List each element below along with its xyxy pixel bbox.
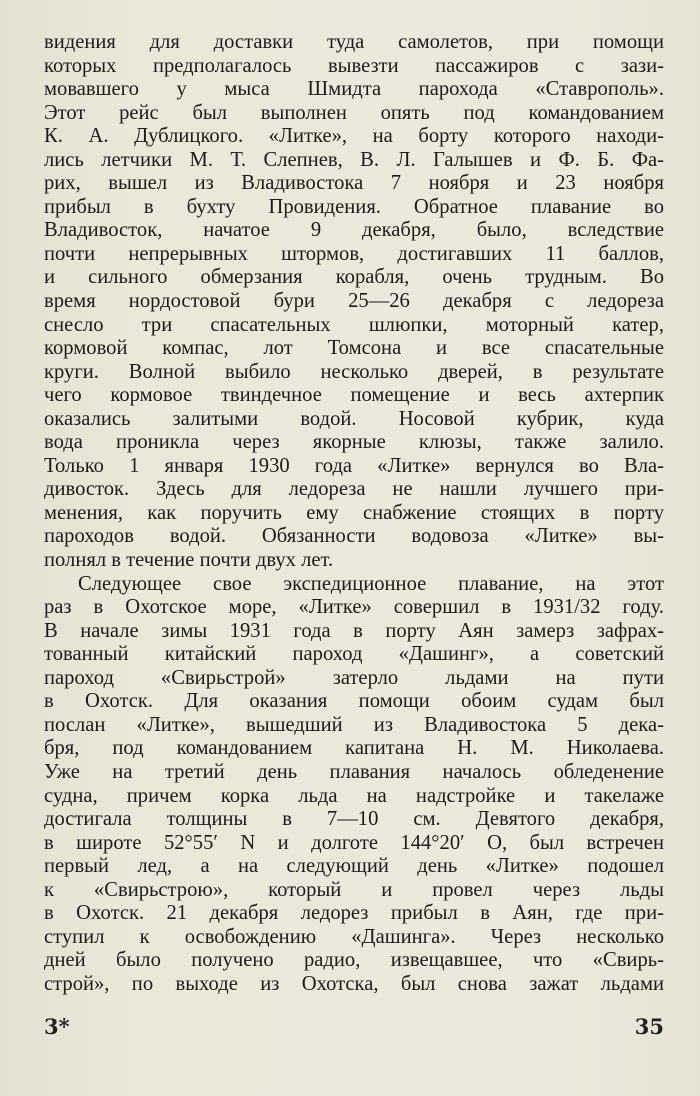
text-line: мовавшего у мыса Шмидта парохода «Ставрополь». — [44, 78, 664, 101]
text-line: судна, причем корка льда на надстройке и такелаже — [44, 784, 664, 807]
text-line: В начале зимы 1931 года в порту Аян замерз зафрах- — [44, 619, 664, 642]
text-line: почти непрерывных штормов, достигавших 11 баллов, — [44, 242, 664, 265]
text-line: оказались залитыми водой. Носовой кубрик, куда — [44, 407, 664, 430]
text-line: пароход «Свирьстрой» затерло льдами на пути — [44, 666, 664, 689]
text-line: Только 1 января 1930 года «Литке» вернулся во Вла- — [44, 454, 664, 477]
text-line: дней было получено радио, извещавшее, что «Свирь- — [44, 949, 664, 972]
page-body-text — [44, 31, 664, 996]
text-line: чего кормовое твиндечное помещение и весь ахтерпик — [44, 384, 664, 407]
text-line: первый лед, а на следующий день «Литке» подошел — [44, 855, 664, 878]
text-line: раз в Охотское море, «Литке» совершил в 1931/32 году. — [44, 596, 664, 619]
text-line: достигала толщины в 7—10 см. Девятого декабря, — [44, 808, 664, 831]
text-line: прибыл в бухту Провидения. Обратное плавание во — [44, 195, 664, 218]
text-line: дивосток. Здесь для ледореза не нашли лучшего при- — [44, 478, 664, 501]
paragraph-end-line: полнял в течение почти двух лет. — [44, 549, 334, 572]
text-line: пароходов водой. Обязанности водовоза «Литке» вы- — [44, 525, 664, 548]
text-line: вода проникла через якорные клюзы, также залило. — [44, 431, 664, 454]
text-line: рих, вышел из Владивостока 7 ноября и 23 ноября — [44, 172, 664, 195]
page-number: 35 — [634, 1014, 664, 1039]
text-line: время нордостовой бури 25—26 декабря с ледореза — [44, 290, 664, 313]
text-line: Уже на третий день плавания началось обледенение — [44, 760, 664, 783]
text-line: в Охотск. Для оказания помощи обоим судам был — [44, 690, 664, 713]
text-line: кормовой компас, лот Томсона и все спасательные — [44, 337, 664, 360]
text-line: видения для доставки туда самолетов, при помощи — [44, 31, 664, 53]
text-line: к «Свирьстрою», который и провел через льды — [44, 878, 664, 901]
text-line: К. А. Дублицкого. «Литке», на борту которого находи- — [44, 125, 664, 148]
text-line: менения, как поручить ему снабжение стоящих в порту — [44, 501, 664, 524]
text-line: тованный китайский пароход «Дашинг», а советский — [44, 643, 664, 666]
text-line: Владивосток, начатое 9 декабря, было, вследствие — [44, 219, 664, 242]
text-line: которых предполагалось вывезти пассажиров с зази- — [44, 54, 664, 77]
text-line: Этот рейс был выполнен опять под командованием — [44, 101, 664, 124]
paragraph-start-line: Следующее свое экспедиционное плавание, на этот — [78, 572, 664, 595]
printer-signature-mark: 3* — [44, 1014, 70, 1039]
text-line: круги. Волной выбило несколько дверей, в результате — [44, 360, 664, 383]
text-line: лись летчики М. Т. Слепнев, В. Л. Галышев и Ф. Б. Фа- — [44, 148, 664, 171]
text-line: ступил к освобождению «Дашинга». Через несколько — [44, 925, 664, 948]
text-line: в широте 52°55′ N и долготе 144°20′ О, был встречен — [44, 831, 664, 854]
text-line: и сильного обмерзания корабля, очень трудным. Во — [44, 266, 664, 289]
text-line: бря, под командованием капитана Н. М. Николаева. — [44, 737, 664, 760]
text-line: снесло три спасательных шлюпки, моторный катер, — [44, 313, 664, 336]
text-line: строй», по выходе из Охотска, был снова зажат льдами — [44, 972, 664, 995]
text-line: в Охотск. 21 декабря ледорез прибыл в Аян, где при- — [44, 902, 664, 925]
text-line: послан «Литке», вышедший из Владивостока 5 дека- — [44, 713, 664, 736]
